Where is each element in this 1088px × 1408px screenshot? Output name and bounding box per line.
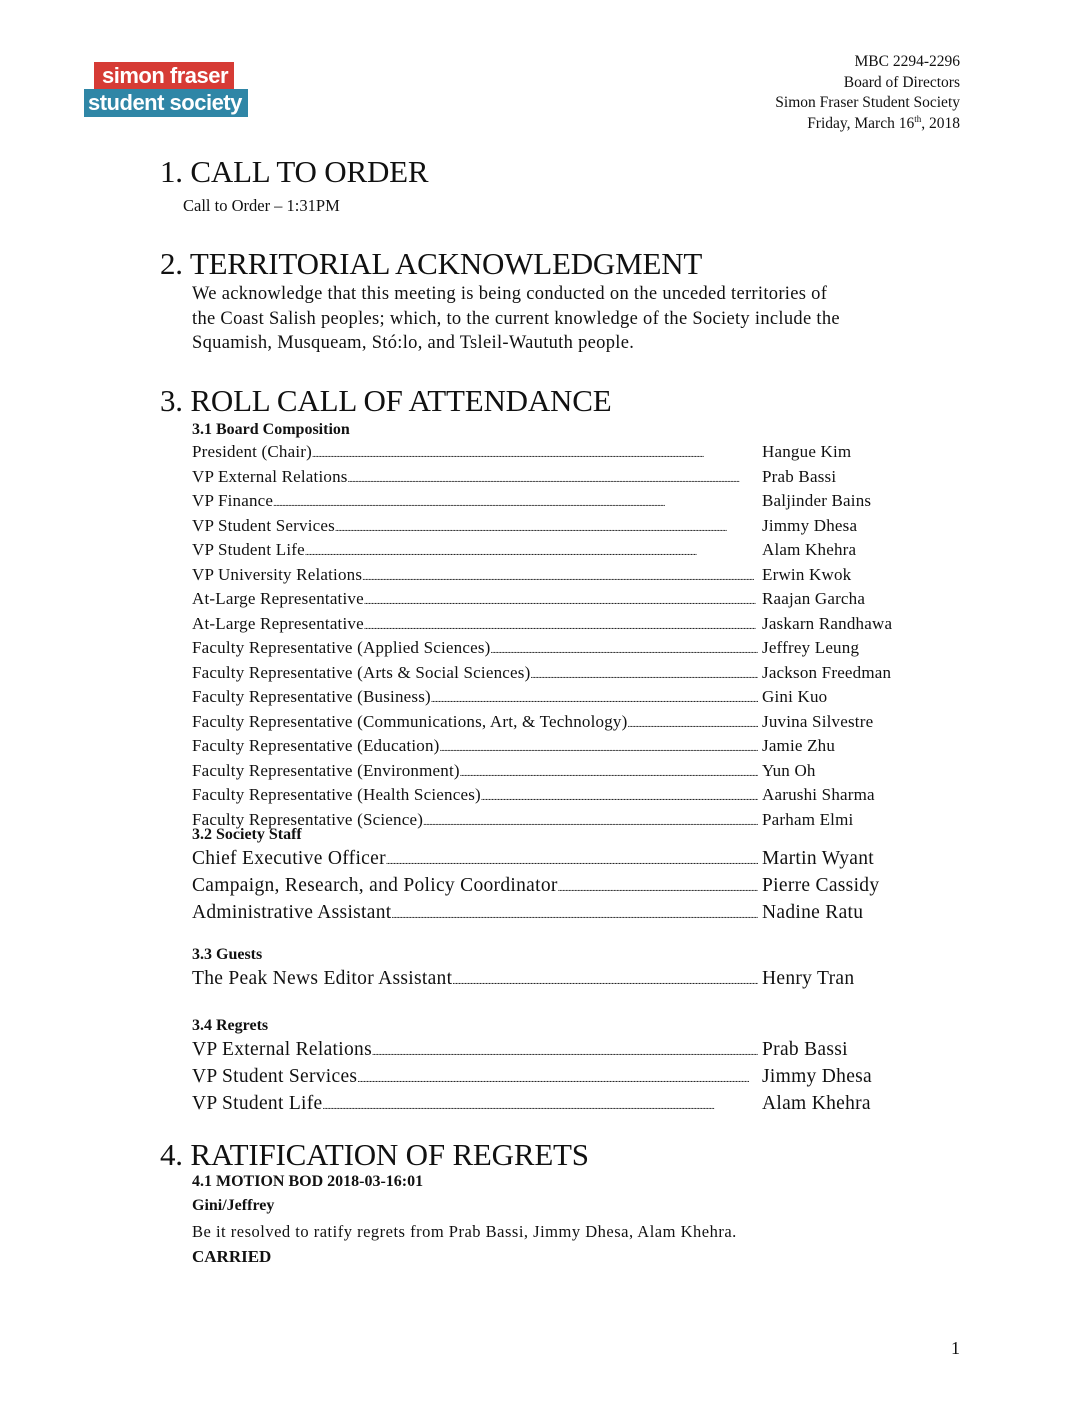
section-4-title: 4. RATIFICATION OF REGRETS [160,1137,589,1172]
attendance-row [192,784,912,809]
attendance-row [192,539,912,564]
attendance-role: The Peak News Editor Assistant [192,968,453,989]
meeting-reference: MBC 2294-2296 [854,53,960,70]
dot-leader [431,686,758,711]
attendance-row [192,613,912,638]
guests-heading: 3.3 Guests [192,946,263,963]
attendance-role: President (Chair) [192,442,313,461]
call-to-order-text: Call to Order – 1:31PM [183,196,340,215]
attendance-row [192,515,912,540]
acknowledgment-text [192,282,840,356]
board-composition-heading: 3.1 Board Composition [192,421,350,438]
dot-leader [386,847,758,874]
attendance-row [192,490,912,515]
dot-leader [392,901,759,928]
attendance-row [192,466,912,491]
attendance-role: Campaign, Research, and Policy Coordinator [192,874,558,896]
attendance-name: Yun Oh [762,760,816,780]
motion-movers: Gini/Jeffrey [192,1197,275,1214]
attendance-row [192,1092,912,1119]
attendance-name: Nadine Ratu [762,901,864,923]
attendance-row [192,686,912,711]
attendance-name: Hangue Kim [762,442,852,461]
section-3-title: 3. ROLL CALL OF ATTENDANCE [160,383,612,418]
regrets-list [192,1038,912,1118]
attendance-row [192,662,912,687]
section-1-title: 1. CALL TO ORDER [160,154,429,189]
dot-leader [452,967,758,994]
section-2-title: 2. TERRITORIAL ACKNOWLEDGMENT [160,246,703,281]
attendance-name: Gini Kuo [762,687,828,706]
motion-result: CARRIED [192,1247,272,1266]
society-staff-list [192,847,912,927]
attendance-row [192,1038,912,1065]
dot-leader [348,466,758,491]
attendance-row [192,441,912,466]
board-composition-list [192,441,912,833]
dot-leader [323,1092,758,1119]
attendance-row [192,1065,912,1092]
attendance-name: Jamie Zhu [762,736,836,755]
society-staff-heading: 3.2 Society Staff [192,826,302,843]
attendance-role: VP Finance [192,491,274,510]
attendance-name: Jaskarn Randhawa [762,613,893,633]
ack-line-2: the Coast Salish peoples; which, to the current knowledge of the Society include the [192,308,840,329]
attendance-row [192,901,912,928]
attendance-row [192,637,912,662]
attendance-name: Pierre Cassidy [762,874,880,896]
attendance-row [192,588,912,613]
attendance-row [192,967,912,994]
attendance-role: VP Student Services [192,515,335,535]
attendance-name: Jeffrey Leung [762,638,860,657]
logo-line-1: simon fraser [94,62,234,89]
document-header [775,52,960,134]
dot-leader [357,1065,758,1092]
attendance-name: Jackson Freedman [762,662,892,682]
attendance-name: Erwin Kwok [762,564,852,584]
ack-line-3: Squamish, Musqueam, Stó:lo, and Tsleil-Waututh people. [192,333,635,353]
attendance-name: Jimmy Dhesa [762,515,858,535]
sfss-logo [84,62,248,117]
dot-leader [273,490,758,515]
motion-heading: 4.1 MOTION BOD 2018-03-16:01 [192,1173,424,1190]
attendance-name: Alam Khehra [762,1092,871,1114]
logo-line-2: student society [84,89,248,117]
dot-leader [364,613,758,638]
attendance-name: Raajan Garcha [762,589,866,608]
attendance-row [192,711,912,736]
attendance-role: VP Student Services [192,1065,358,1087]
motion-text: Be it resolved to ratify regrets from Prab Bassi, Jimmy Dhesa, Alam Khehra. [192,1222,737,1241]
attendance-row [192,760,912,785]
attendance-role: Faculty Representative (Education) [192,736,440,755]
organization-name: Simon Fraser Student Society [775,94,960,111]
attendance-role: Administrative Assistant [192,901,392,923]
attendance-role: VP Student Life [192,1092,323,1114]
attendance-role: Faculty Representative (Arts & Social Sciences) [192,662,531,682]
attendance-name: Alam Khehra [762,540,857,559]
dot-leader [305,539,758,564]
attendance-role: Chief Executive Officer [192,848,386,869]
attendance-role: Faculty Representative (Health Sciences) [192,785,481,804]
attendance-name: Parham Elmi [762,809,854,829]
attendance-role: At-Large Representative [192,613,364,633]
attendance-name: Baljinder Bains [762,491,872,510]
attendance-name: Henry Tran [762,968,855,989]
meeting-body: Board of Directors [843,73,960,91]
page-number: 1 [951,1338,960,1358]
dot-leader [335,515,758,540]
attendance-name: Prab Bassi [762,1039,848,1060]
attendance-role: Faculty Representative (Environment) [192,760,460,780]
dot-leader [312,441,758,466]
attendance-name: Aarushi Sharma [762,785,875,804]
attendance-row [192,564,912,589]
dot-leader [364,588,758,613]
dot-leader [460,760,758,785]
attendance-role: VP University Relations [192,564,363,584]
attendance-role: Faculty Representative (Science) [192,809,424,829]
dot-leader [481,784,758,809]
dot-leader [440,735,758,760]
dot-leader [628,711,759,736]
attendance-role: VP Student Life [192,540,305,559]
dot-leader [372,1038,758,1065]
attendance-role: At-Large Representative [192,589,364,608]
attendance-name: Jimmy Dhesa [762,1065,872,1087]
attendance-row [192,735,912,760]
attendance-name: Martin Wyant [762,848,875,869]
attendance-role: VP External Relations [192,466,348,486]
meeting-date: Friday, March 16th, 2018 [807,113,960,132]
guests-list [192,967,912,994]
attendance-name: Prab Bassi [762,466,837,486]
dot-leader [558,874,758,901]
attendance-role: Faculty Representative (Business) [192,687,431,706]
dot-leader [491,637,758,662]
attendance-row [192,847,912,874]
attendance-role: Faculty Representative (Communications, Art, & Technology) [192,711,628,731]
attendance-role: Faculty Representative (Applied Sciences) [192,638,491,657]
dot-leader [362,564,758,589]
ack-line-1: We acknowledge that this meeting is being conducted on the unceded territories of [192,284,828,304]
attendance-row [192,874,912,901]
regrets-heading: 3.4 Regrets [192,1017,269,1034]
dot-leader [530,662,758,687]
dot-leader [423,809,758,834]
attendance-name: Juvina Silvestre [762,711,874,731]
attendance-role: VP External Relations [192,1039,372,1060]
